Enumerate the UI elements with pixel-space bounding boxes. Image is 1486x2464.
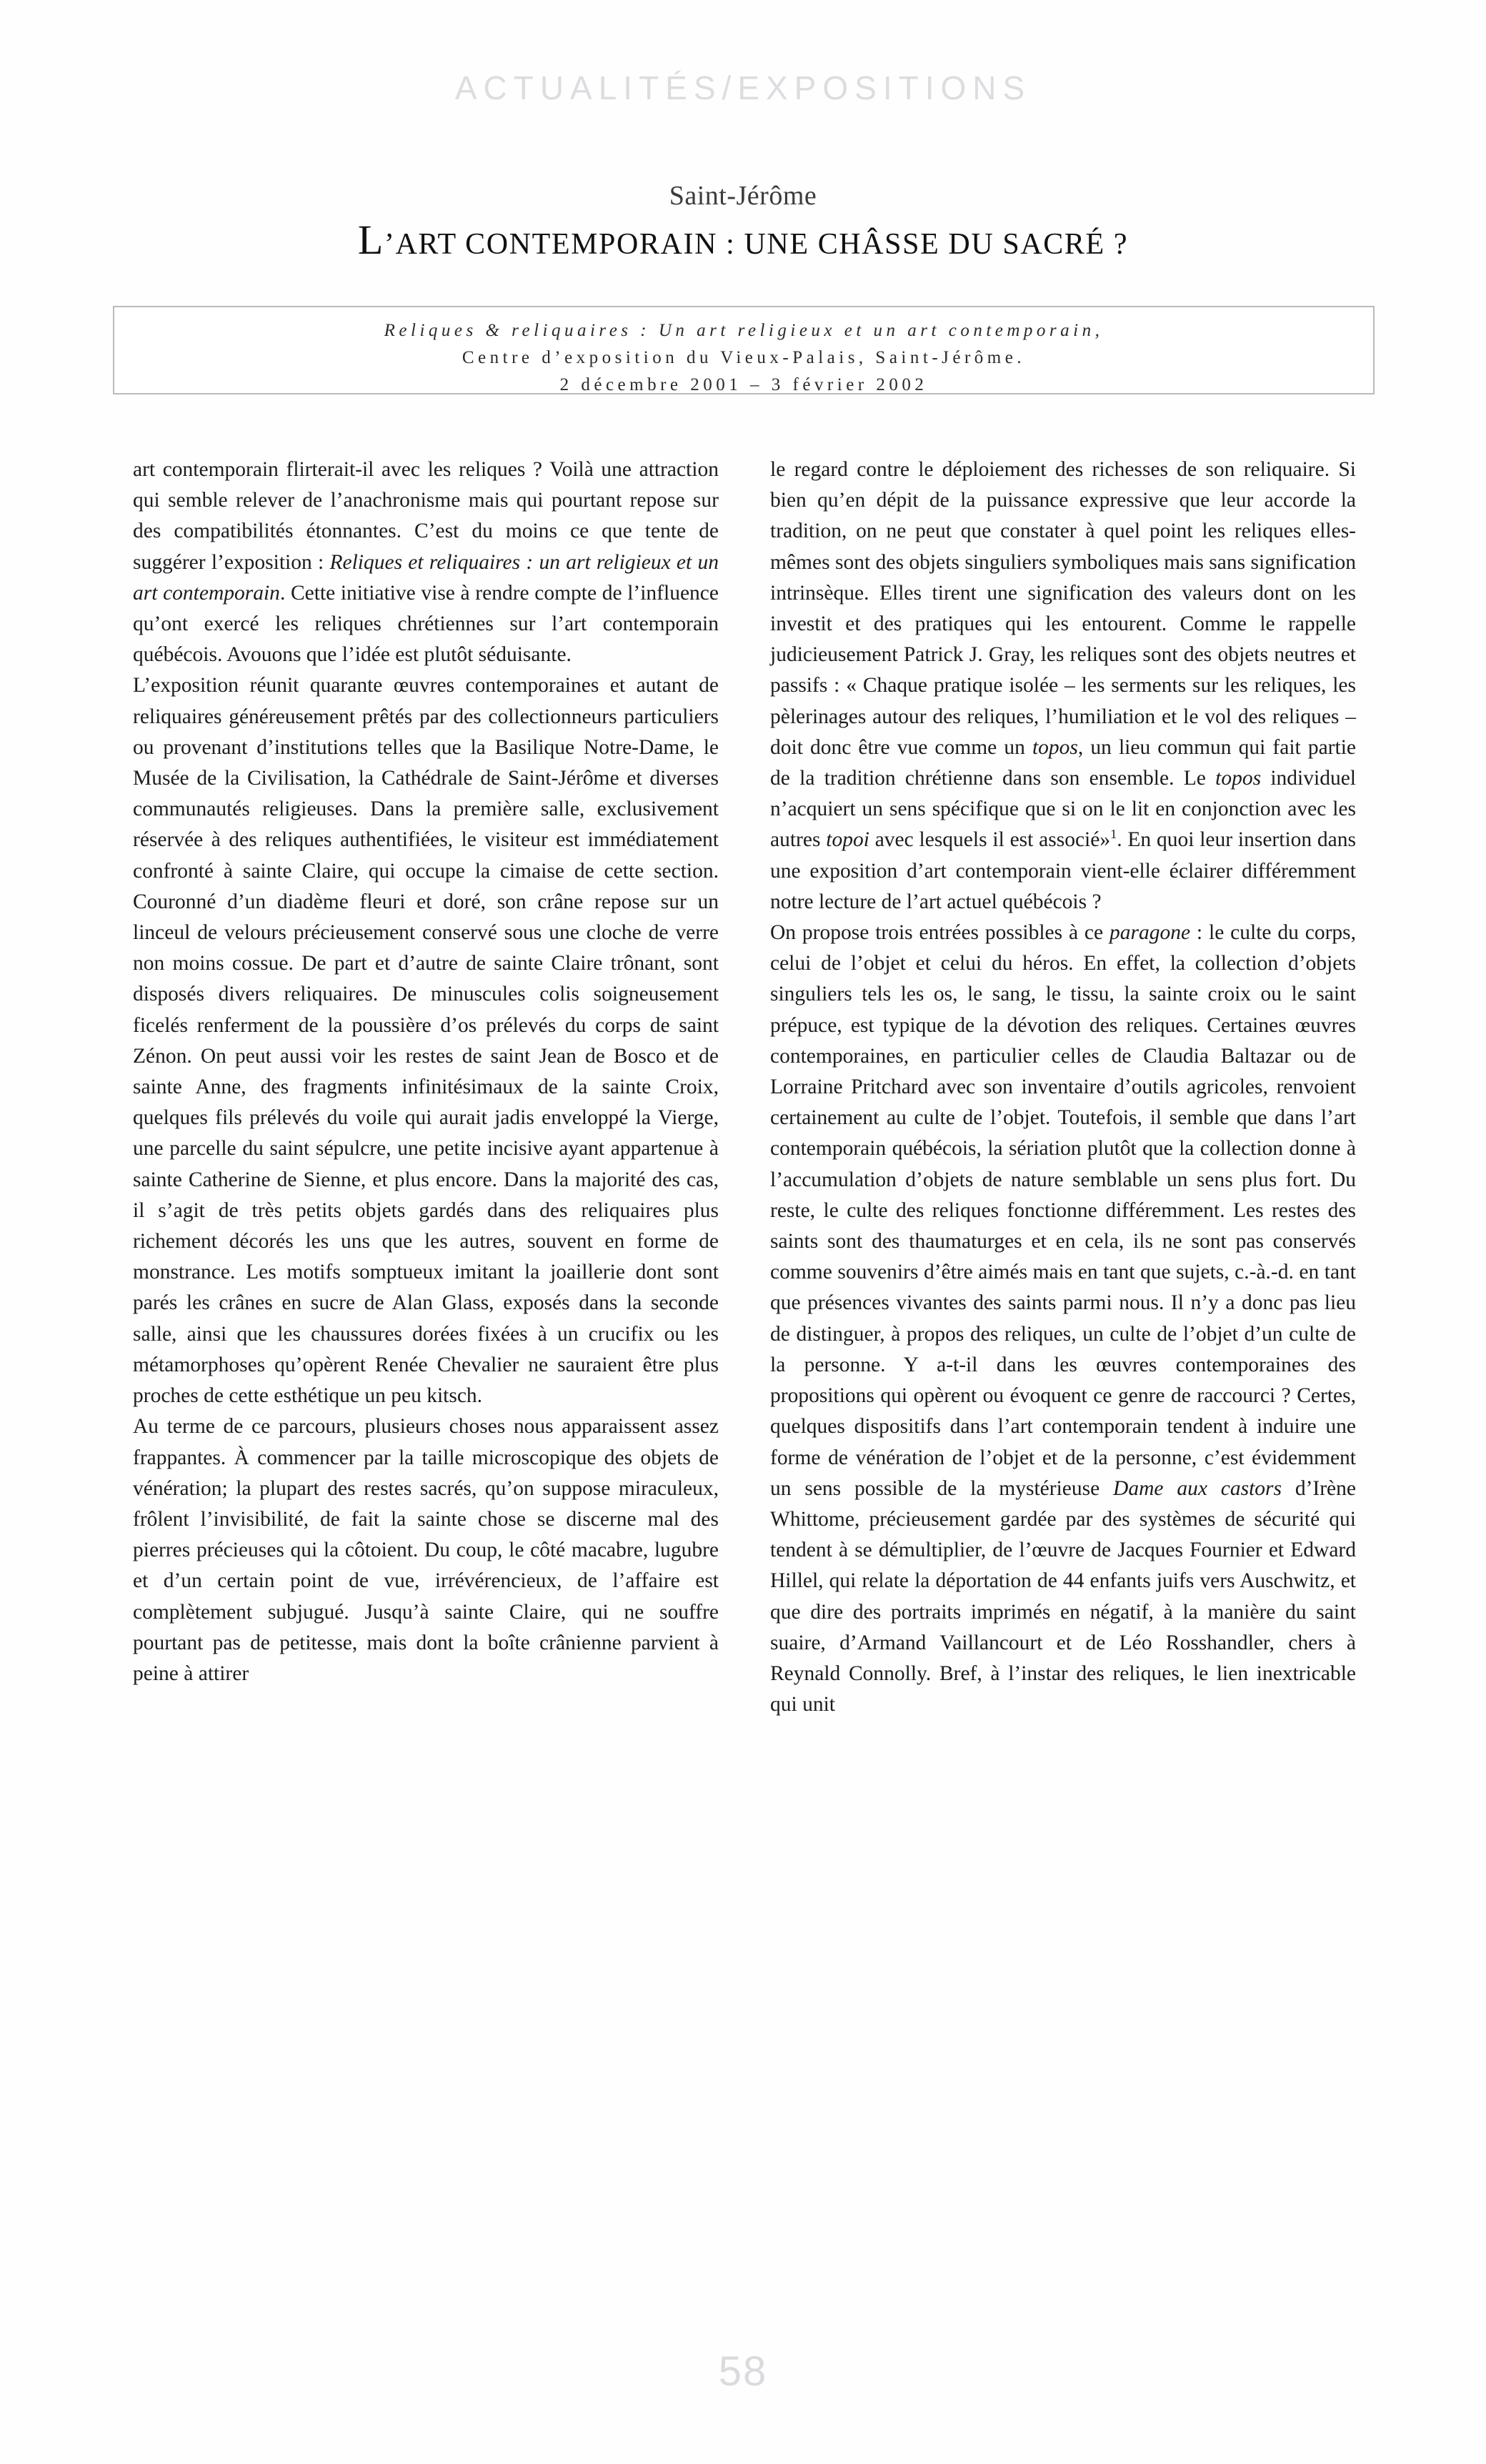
caption-line-exhibition-title: Reliques & reliquaires : Un art religieux et un art contemporain, (384, 321, 1104, 340)
right-p2-paragone: paragone (1109, 921, 1191, 945)
text-column-right (770, 454, 1356, 1720)
right-p1-part-a: le regard contre le déploiement des richesses de son reliquaire. Si bien qu’en dépit de la puissance expressive que leur accorde la tradition, on ne peut que constater à quel point les reliques elles-mêmes sont des objets singuliers symboliques mais sans signification intrinsèque. Elles tirent une signification des valeurs dont on les investit et des pratiques qui les entourent. Comme le rappelle judicieusement Patrick J. Gray, les reliques sont des objets neutres et passifs : « Chaque pratique isolée – les serments sur les reliques, les pèlerinages autour des reliques, l’humiliation et le vol des reliques – doit donc être vue comme un (770, 458, 1356, 759)
right-p1-topoi: topoi (826, 828, 869, 852)
right-p1-part-c: individuel n’acquiert un sens spécifique que si on le lit en conjonction avec les autres (770, 767, 1356, 852)
title-rest: ART CONTEMPORAIN : UNE CHÂSSE DU SACRÉ ? (395, 228, 1129, 261)
paragraph-left-2: L’exposition réunit quarante œuvres contemporaines et autant de reliquaires généreusement prêtés par des collectionneurs particuliers ou provenant d’institutions telles que la Basilique Notre-Dame, le Musée de la Civilisation, la Cathédrale de Saint-Jérôme et diverses communautés religieuses. Dans la première salle, exclusivement réservée à des reliques authentifiées, le visiteur est immédiatement confronté à sainte Claire, qui occupe la cimaise de cette section. Couronné d’un diadème fleuri et doré, son crâne repose sur un linceul de velours précieusement conservé sous une cloche de verre non moins cossue. De part et d’autre de sainte Claire trônant, sont disposés divers reliquaires. De minuscules colis soigneusement ficelés renferment de la poussière d’os prélevés du corps de saint Zénon. On peut aussi voir les restes de saint Jean de Bosco et de sainte Anne, des fragments infinitésimaux de la sainte Croix, quelques fils prélevés du voile qui aurait jadis enveloppé la Vierge, une parcelle du saint sépulcre, une petite incisive ayant appartenue à sainte Catherine de Sienne, et plus encore. Dans la majorité des cas, il s’agit de très petits objets gardés dans des reliquaires plus richement décorés les uns que les autres, souvent en forme de monstrance. Les motifs somptueux imitant la joaillerie dont sont parés les crânes en sucre de Alan Glass, exposés dans la seconde salle, ainsi que les chaussures dorées fixées à un crucifix ou les métamorphoses qu’opèrent Renée Chevalier ne sauraient être plus proches de cette esthétique un peu kitsch. (133, 674, 719, 1408)
right-p1-topos-1: topos (1032, 735, 1078, 759)
paragraph-left-3: Au terme de ce parcours, plusieurs choses nous apparaissent assez frappantes. À commencer par la taille microscopique des objets de vénération; la plupart des restes sacrés, qu’on suppose miraculeux, frôlent l’invisibilité, de fait la sainte chose se discerne mal des pierres précieuses qui la côtoient. Du coup, le côté macabre, lugubre et d’un certain point de vue, irrévérencieux, de l’affaire est complètement subjugué. Jusqu’à sainte Claire, qui ne souffre pourtant pas de petitesse, mais dont la boîte crânienne parvient à peine à attirer (133, 1415, 719, 1685)
page-number: 58 (718, 2348, 768, 2395)
right-p2-artwork-title: Dame aux castors (1113, 1476, 1282, 1500)
right-p2-part-c: d’Irène Whittome, précieusement gardée par des systèmes de sécurité qui tendent à se démultiplier, de l’œuvre de Jacques Fournier et Edward Hillel, qui relate la déportation de 44 enfants juifs vers Auschwitz, et que dire des portraits imprimés en négatif, à la manière du saint suaire, d’Armand Vaillancourt et de Léo Rosshandler, chers à Reynald Connolly. Bref, à l’instar des reliques, le lien inextricable qui unit (770, 1476, 1356, 1717)
caption-line-dates: 2 décembre 2001 – 3 février 2002 (559, 375, 928, 394)
right-p1-part-d: avec lesquels il est associé» (869, 828, 1111, 852)
right-p1-topos-2: topos (1215, 767, 1262, 790)
left-p1-exhibition-title: Reliques et reliquaires : un art religieux et un art contemporain (133, 550, 719, 605)
paragraph-right-2 (770, 918, 1356, 1720)
caption-line-venue: Centre d’exposition du Vieux-Palais, Saint-Jérôme. (462, 348, 1026, 367)
article-kicker-location: Saint-Jérôme (669, 181, 817, 211)
left-p1-part-b: . Cette initiative vise à rendre compte de l’influence qu’ont exercé les reliques chrétiennes sur l’art contemporain québécois. Avouons que l’idée est plutôt séduisante. (133, 581, 719, 667)
left-p1-part-a: art contemporain flirterait-il avec les reliques ? Voilà une attraction qui semble relever de l’anachronisme mais qui pourtant repose sur des compatibilités étonnantes. C’est du moins ce que tente de suggérer l’exposition : (133, 458, 719, 574)
title-apostrophe: ’ (384, 228, 396, 261)
title-drop-cap: L (357, 217, 384, 263)
paragraph-right-1 (770, 454, 1356, 918)
paragraph-left-1 (133, 454, 719, 670)
right-p1-part-e: . En quoi leur insertion dans une exposition d’art contemporain vient-elle éclairer différemment notre lecture de l’art actuel québécois ? (770, 828, 1357, 913)
article-body (133, 454, 1356, 1720)
running-head: ACTUALITÉS/EXPOSITIONS (454, 69, 1032, 106)
right-p2-part-a: On propose trois entrées possibles à ce (770, 921, 1109, 945)
right-p1-part-b: , un lieu commun qui fait partie de la tradition chrétienne dans son ensemble. Le (770, 735, 1356, 790)
text-column-left (133, 454, 719, 1720)
footnote-marker: 1 (1110, 827, 1117, 842)
right-p2-part-b: : le culte du corps, celui de l’objet et celui du héros. En effet, la collection d’objets singuliers tels les os, le sang, le tissu, la sainte croix ou le saint prépuce, est typique de la dévotion des reliques. Certaines œuvres contemporaines, en particulier celles de Claudia Baltazar ou de Lorraine Pritchard avec son inventaire d’outils agricoles, renvoient certainement au culte de l’objet. Toutefois, il semble que dans l’art contemporain québécois, la sériation plutôt que la collection donne à l’accumulation d’objets de nature semblable un sens plus fort. Du reste, le culte des reliques fonctionne différemment. Les restes des saints sont des thaumaturges et en cela, ils ne sont pas conservés comme souvenirs d’être aimés mais en tant que sujets, c.-à.-d. en tant que présences vivantes des saints parmi nous. Il n’y a donc pas lieu de distinguer, à propos des reliques, un culte de l’objet d’un culte de la personne. Y a-t-il dans les œuvres contemporaines des propositions qui opèrent ou évoquent ce genre de raccourci ? Certes, quelques dispositifs dans l’art contemporain tendent à induire une forme de vénération de l’objet et de la personne, c’est évidemment un sens possible de la mystérieuse (770, 921, 1356, 1500)
page-title (0, 217, 1486, 263)
exhibition-caption-box (113, 306, 1375, 394)
